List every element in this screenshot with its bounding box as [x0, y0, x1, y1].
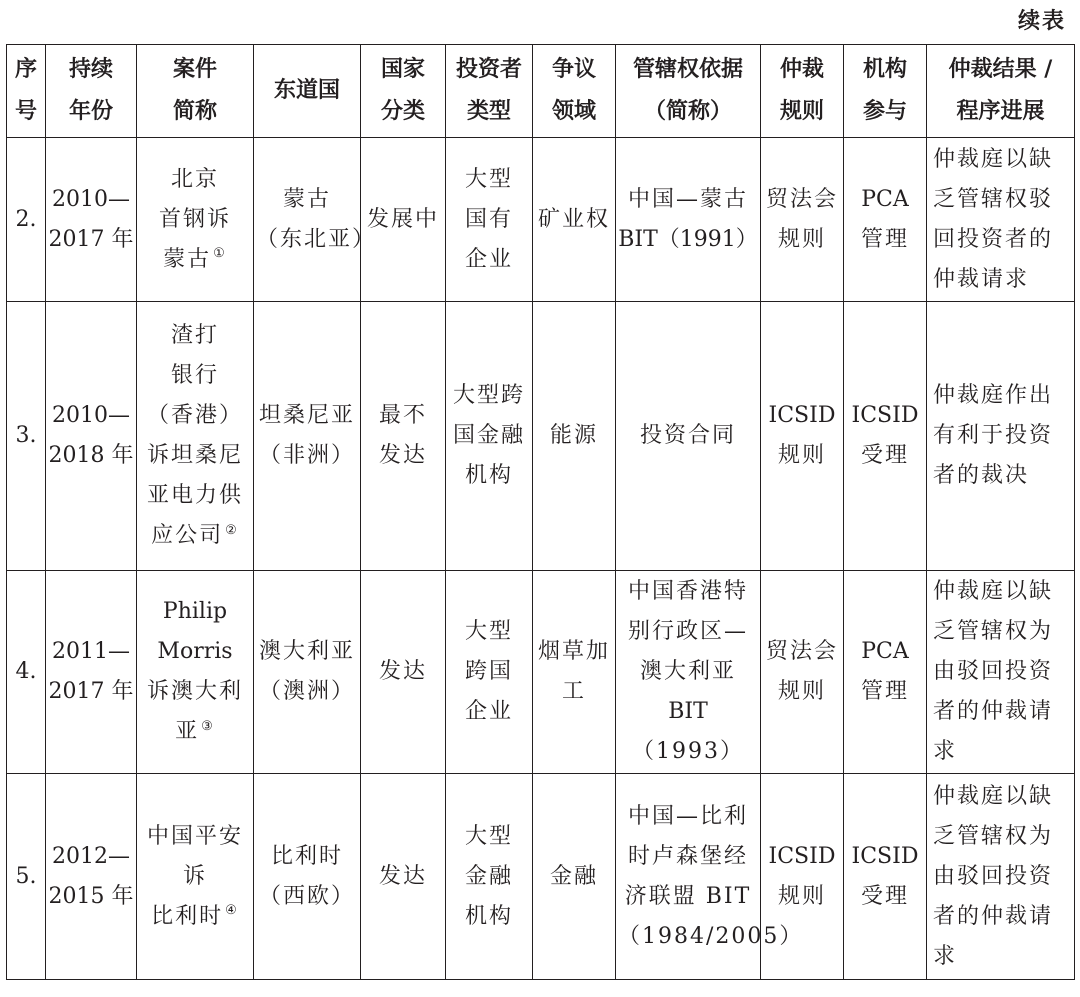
- header-text-line: 简称: [172, 99, 217, 124]
- cell-result: [927, 138, 1075, 302]
- cell-investor-type-line: 大型跨: [452, 383, 525, 408]
- cell-dispute-field-line: 能源: [549, 423, 598, 448]
- cell-arbitration-rules-line: 规则: [777, 443, 826, 468]
- cell-host-state-line: （澳洲）: [258, 679, 355, 704]
- header-text-line: 国家: [380, 57, 425, 82]
- cell-arbitration-rules-line: 规则: [777, 883, 826, 909]
- cell-dispute-field: [533, 571, 616, 774]
- cell-institution-line: 受理: [860, 443, 909, 468]
- cell-investor-type-line: 企业: [464, 699, 513, 724]
- cell-jurisdiction-basis: [616, 302, 761, 571]
- result-text: 仲裁庭作出有利于投资者的裁决: [933, 383, 1054, 488]
- cell-institution: [844, 138, 927, 302]
- cell-duration: [46, 302, 137, 571]
- cell-case-name-line: 亚: [175, 719, 200, 744]
- cell-investor-type-line: 机构: [464, 903, 513, 929]
- cell-institution-line: PCA: [861, 186, 909, 212]
- header-text-line: （简称）: [643, 99, 732, 124]
- cell-jurisdiction-basis-line: 别行政区—: [627, 619, 748, 644]
- cell-investor-type-line: 机构: [464, 463, 513, 488]
- cell-institution-line: 管理: [860, 226, 909, 252]
- cell-jurisdiction-basis: [616, 138, 761, 302]
- cell-host-state-line: （东北亚）: [256, 226, 377, 252]
- cell-country-class: [361, 138, 446, 302]
- header-text-line: 机构: [862, 57, 907, 82]
- cell-arbitration-rules-line: 贸法会: [765, 186, 838, 212]
- cell-arbitration-rules-line: 贸法会: [765, 639, 838, 664]
- cell-duration-line: 2012—: [52, 843, 130, 869]
- result-text: 仲裁庭以缺乏管辖权为由驳回投资者的仲裁请求: [933, 579, 1054, 764]
- header-dispute-field: [533, 45, 616, 138]
- header-no: [7, 45, 46, 138]
- cell-host-state: [254, 138, 377, 302]
- cell-no-text: 4.: [15, 659, 37, 684]
- cell-host-state-line: 坦桑尼亚: [258, 403, 355, 428]
- cell-investor-type-line: 大型: [464, 166, 513, 192]
- cell-no-text: 3.: [15, 423, 37, 448]
- cell-country-class: [361, 774, 446, 980]
- header-jurisdiction-basis: [616, 45, 761, 138]
- cell-jurisdiction-basis-line: 中国香港特: [627, 579, 748, 604]
- cell-jurisdiction-basis-line: 投资合同: [639, 423, 736, 448]
- cell-investor-type-line: 金融: [464, 863, 513, 889]
- cell-institution-line: ICSID: [851, 403, 919, 428]
- cell-dispute-field-line: 金融: [549, 863, 598, 889]
- cell-duration: [46, 571, 137, 774]
- header-duration: [46, 45, 137, 138]
- header-text-line: 案件: [172, 57, 217, 82]
- cell-duration-line: 2018 年: [48, 443, 134, 468]
- header-text-line: 东道国: [273, 78, 340, 103]
- cell-case-name-line: 诉澳大利: [146, 679, 243, 704]
- header-text-line: 领域: [551, 99, 596, 124]
- header-text-line: 仲裁结果 /: [948, 57, 1053, 82]
- table-header-row: [7, 45, 1075, 138]
- table-row: [7, 571, 1075, 774]
- cell-case-name-line: 中国平安: [146, 823, 243, 849]
- cell-jurisdiction-basis-line: BIT（1991）: [618, 226, 758, 252]
- header-text-line: 参与: [862, 99, 907, 124]
- footnote-marker: ②: [225, 522, 239, 538]
- cell-arbitration-rules: [761, 571, 844, 774]
- result-text: 仲裁庭以缺乏管辖权为由驳回投资者的仲裁请求: [933, 783, 1054, 969]
- result-text: 仲裁庭以缺乏管辖权驳回投资者的仲裁请求: [933, 146, 1054, 292]
- cell-host-state-line: （非洲）: [258, 443, 355, 468]
- cell-country-class-line: 发展中: [366, 206, 439, 232]
- cell-investor-type: [446, 571, 533, 774]
- cell-case-name-line: （香港）: [146, 403, 243, 428]
- cell-jurisdiction-basis-line: 中国—比利: [627, 803, 748, 829]
- cell-dispute-field-line: 烟草加: [537, 639, 610, 664]
- cell-case-name-line: 应公司: [151, 523, 224, 548]
- cell-jurisdiction-basis-line: 济联盟 BIT: [624, 883, 752, 909]
- header-text-line: 争议: [551, 57, 596, 82]
- cell-case-name-line: 亚电力供: [146, 483, 243, 508]
- cell-no: [7, 571, 46, 774]
- cell-jurisdiction-basis-line: （1984/2005）: [618, 923, 804, 949]
- cell-investor-type-line: 大型: [464, 823, 513, 849]
- cell-jurisdiction-basis: [616, 571, 761, 774]
- cell-no-text: 2.: [15, 206, 37, 232]
- cell-case-name-line-with-footnote: [139, 516, 251, 556]
- cell-institution-line: PCA: [861, 639, 909, 664]
- header-text-line: 类型: [466, 99, 511, 124]
- header-result: [927, 45, 1075, 138]
- cell-dispute-field: [533, 302, 616, 571]
- cell-case-name-line: 诉坦桑尼: [146, 443, 243, 468]
- cell-case-name: [137, 571, 254, 774]
- continued-table-label: 续表: [1017, 9, 1066, 34]
- cell-case-name-line: 诉: [182, 863, 207, 889]
- header-arbitration-rules: [761, 45, 844, 138]
- cell-host-state-line: 蒙古: [282, 186, 331, 212]
- cell-institution-line: 受理: [860, 883, 909, 909]
- cell-institution-line: 管理: [860, 679, 909, 704]
- cell-dispute-field-line: 矿业权: [537, 206, 610, 232]
- header-text-line: 投资者: [455, 57, 522, 82]
- cell-case-name-line: Morris: [157, 639, 233, 664]
- cell-duration-line: 2015 年: [48, 883, 134, 909]
- cell-arbitration-rules-line: ICSID: [768, 843, 836, 869]
- header-text-line: 仲裁: [779, 57, 824, 82]
- cell-case-name-line-with-footnote: [139, 240, 251, 280]
- cell-investor-type: [446, 302, 533, 571]
- cell-case-name-line: 北京: [170, 166, 219, 192]
- header-text-line: 程序进展: [956, 99, 1045, 124]
- cell-case-name: [137, 302, 254, 571]
- header-case-name: [137, 45, 254, 138]
- cell-duration-line: 2011—: [52, 639, 130, 664]
- cell-investor-type-line: 企业: [464, 246, 513, 272]
- cell-dispute-field: [533, 774, 616, 980]
- cell-investor-type-line: 国有: [464, 206, 513, 232]
- cell-jurisdiction-basis-line: 澳大利亚: [639, 659, 736, 684]
- footnote-marker: ③: [201, 718, 215, 734]
- cell-arbitration-rules: [761, 138, 844, 302]
- cell-dispute-field-line: 工: [561, 679, 586, 704]
- cell-host-state: [254, 302, 361, 571]
- cell-case-name-line: 比利时: [151, 903, 224, 929]
- header-investor-type: [446, 45, 533, 138]
- cell-result: [927, 302, 1075, 571]
- header-country-class: [361, 45, 446, 138]
- cell-host-state: [254, 571, 361, 774]
- cell-no: [7, 302, 46, 571]
- cell-duration-line: 2010—: [52, 403, 130, 428]
- cell-investor-type: [446, 138, 533, 302]
- table-row: [7, 302, 1075, 571]
- cell-host-state: [254, 774, 361, 980]
- header-text-line: 持续: [68, 57, 113, 82]
- cell-result: [927, 571, 1075, 774]
- cell-case-name: [137, 774, 254, 980]
- table-row: [7, 138, 1075, 302]
- header-text-line: 管辖权依据: [632, 57, 743, 82]
- header-text-line: 年份: [68, 99, 113, 124]
- cell-duration-line: 2010—: [52, 186, 130, 212]
- cell-case-name-line: 首钢诉: [158, 206, 231, 232]
- table-row: [7, 774, 1075, 980]
- investment-arbitration-table: [6, 44, 1075, 980]
- header-text-line: 号: [14, 99, 37, 124]
- cell-case-name-line-with-footnote: [139, 897, 251, 937]
- cell-dispute-field: [533, 138, 616, 302]
- cell-investor-type-line: 跨国: [464, 659, 513, 684]
- cell-arbitration-rules-line: ICSID: [768, 403, 836, 428]
- cell-host-state-line: 比利时: [270, 843, 343, 869]
- cell-country-class: [361, 571, 446, 774]
- cell-no: [7, 138, 46, 302]
- cell-jurisdiction-basis-line: BIT: [668, 699, 708, 724]
- cell-case-name-line: 渣打: [170, 323, 219, 348]
- cell-country-class-line: 最不: [378, 403, 427, 428]
- cell-duration: [46, 774, 137, 980]
- cell-result: [927, 774, 1075, 980]
- cell-investor-type-line: 大型: [464, 619, 513, 644]
- cell-case-name-line: 蒙古: [163, 246, 212, 272]
- header-host-state: [254, 45, 361, 138]
- footnote-marker: ①: [213, 246, 227, 262]
- cell-institution-line: ICSID: [851, 843, 919, 869]
- cell-case-name: [137, 138, 254, 302]
- cell-duration-line: 2017 年: [48, 226, 134, 252]
- cell-country-class: [361, 302, 446, 571]
- cell-investor-type: [446, 774, 533, 980]
- cell-institution: [844, 774, 927, 980]
- header-text-line: 序: [14, 57, 37, 82]
- cell-jurisdiction-basis-line: 时卢森堡经: [627, 843, 748, 869]
- cell-duration-line: 2017 年: [48, 679, 134, 704]
- cell-jurisdiction-basis-line: （1993）: [632, 739, 744, 764]
- cell-institution: [844, 302, 927, 571]
- cell-arbitration-rules-line: 规则: [777, 679, 826, 704]
- cell-country-class-line: 发达: [378, 659, 427, 684]
- cell-host-state-line: （西欧）: [258, 883, 355, 909]
- cell-arbitration-rules-line: 规则: [777, 226, 826, 252]
- cell-no: [7, 774, 46, 980]
- cell-case-name-line-with-footnote: [139, 712, 251, 752]
- footnote-marker: ④: [225, 903, 239, 919]
- cell-no-text: 5.: [15, 863, 37, 889]
- cell-jurisdiction-basis-line: 中国—蒙古: [627, 186, 748, 212]
- cell-country-class-line: 发达: [378, 443, 427, 468]
- cell-case-name-line: Philip: [162, 599, 228, 624]
- cell-duration: [46, 138, 137, 302]
- cell-case-name-line: 银行: [170, 363, 219, 388]
- header-text-line: 分类: [380, 99, 425, 124]
- cell-host-state-line: 澳大利亚: [258, 639, 355, 664]
- header-text-line: 规则: [779, 99, 824, 124]
- header-institution: [844, 45, 927, 138]
- cell-institution: [844, 571, 927, 774]
- cell-country-class-line: 发达: [378, 863, 427, 889]
- cell-arbitration-rules: [761, 302, 844, 571]
- cell-investor-type-line: 国金融: [452, 423, 525, 448]
